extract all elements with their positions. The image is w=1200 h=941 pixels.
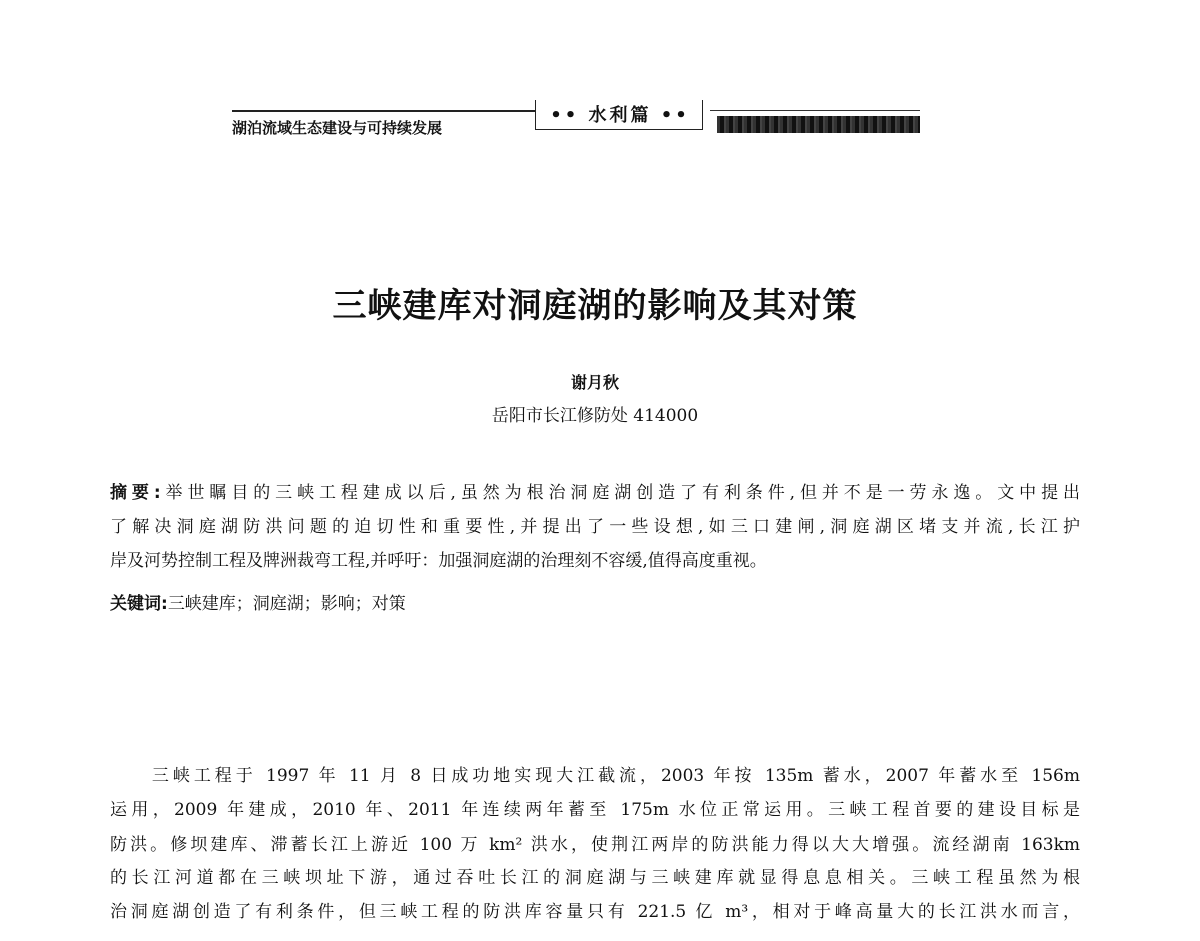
body-line: 运用，2009 年建成，2010 年、2011 年连续两年蓄至 175m 水位正常运用。三峡工程首要的建设目标是 [110,800,1080,820]
section-label: •• 水利篇 •• [550,105,690,126]
abstract-line: 岸及河势控制工程及牌洲裁弯工程,并呼吁：加强洞庭湖的治理刻不容缓,值得高度重视。 [110,551,767,571]
author: 谢月秋 [570,373,619,392]
journal-series-title: 湖泊流域生态建设与可持续发展 [232,119,443,137]
header-rule-left [232,110,535,112]
body-line: 治洞庭湖创造了有利条件，但三峡工程的防洪库容量只有 221.5 亿 m³，相对于峰高量大的长江洪水而言， [110,902,1080,922]
body-line: 三峡工程于 1997 年 11 月 8 日成功地实现大江截流，2003 年按 135m 蓄水，2007 年蓄水至 156m [110,766,1080,786]
keywords-text: 三峡建库；洞庭湖；影响；对策 [167,594,406,614]
abstract-text: 举世瞩目的三峡工程建成以后,虽然为根治洞庭湖创造了有利条件,但并不是一劳永逸。文中提出 [160,483,1080,503]
affiliation: 岳阳市长江修防处 414000 [491,406,699,426]
abstract-line: 了解决洞庭湖防洪问题的迫切性和重要性,并提出了一些设想,如三口建闸,洞庭湖区堵支并流,长江护 [110,517,1080,537]
keywords-line [110,594,1080,614]
abstract-label: 摘要: [110,483,161,503]
keywords-label: 关键词: [110,594,168,614]
header-rule-right [710,110,920,111]
abstract-line [110,483,1080,503]
header-decorative-block [717,116,920,133]
paper-title: 三峡建库对洞庭湖的影响及其对策 [332,286,858,326]
body-line: 的长江河道都在三峡坝址下游，通过吞吐长江的洞庭湖与三峡建库就显得息息相关。三峡工程虽然为根 [110,868,1080,888]
body-line: 防洪。修坝建库、滞蓄长江上游近 100 万 km² 洪水，使荆江两岸的防洪能力得以大大增强。流经湖南 163km [110,835,1080,855]
